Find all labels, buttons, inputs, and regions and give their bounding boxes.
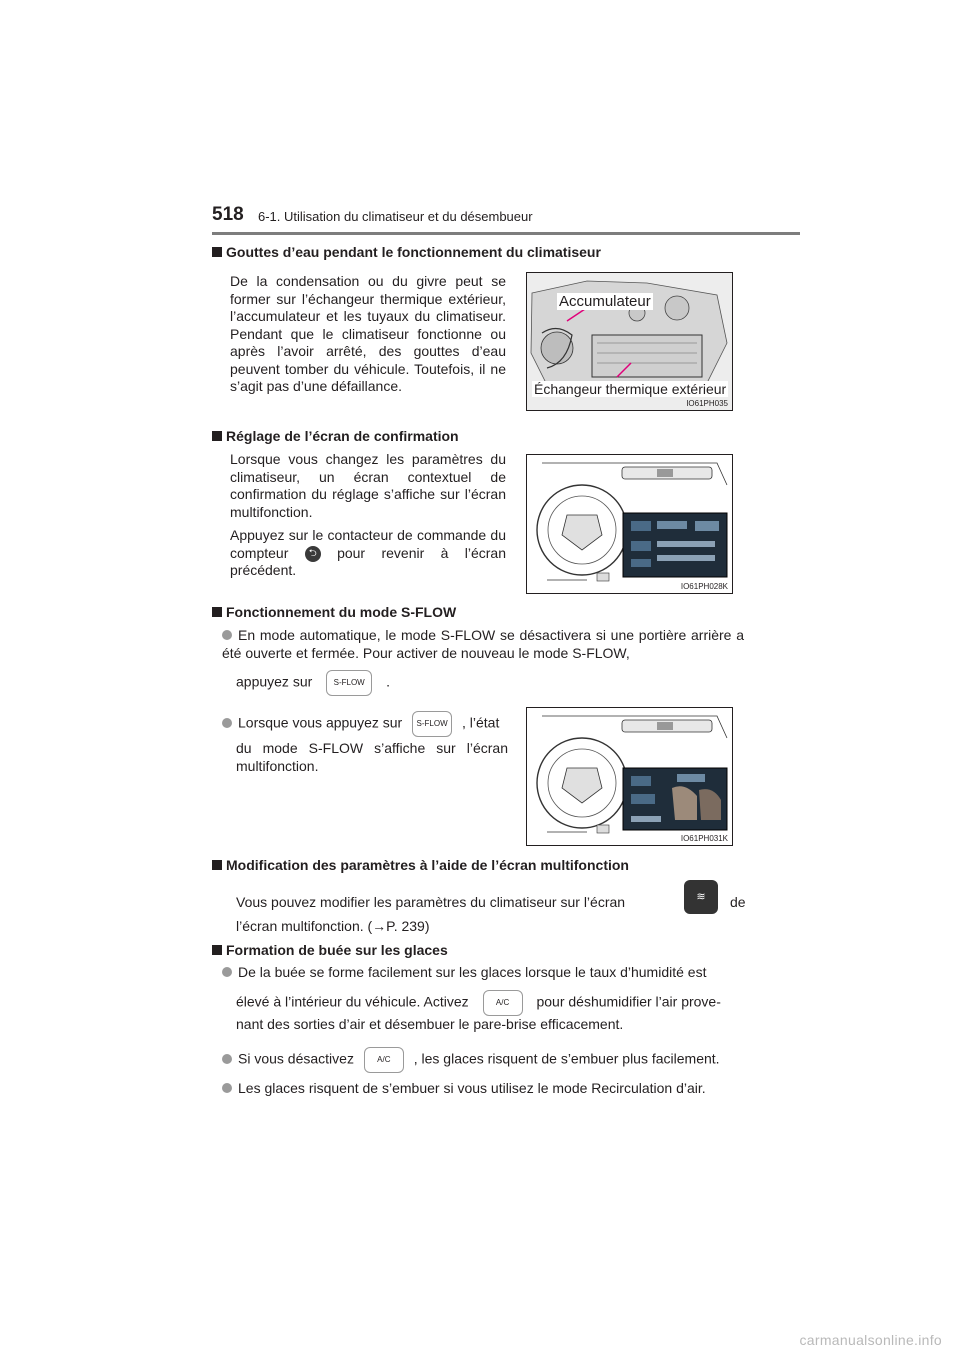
figure-code: IO61PH035	[686, 399, 728, 408]
multifunction-text-ref: l’écran multifonction. (→P. 239)	[236, 918, 430, 934]
water-drops-text: De la condensation ou du givre peut se former sur l’échangeur thermique extérieur, l’accumulateur et les tuyaux du climatiseur. Pendant que le climatiseur fonctionne ou après l’avoir arrêté, des gouttes d’eau peuvent tomber du véhicule. Toutefois, il ne s’agit pas d’une défaillance.	[230, 273, 506, 394]
exchanger-label: Échangeur thermique extérieur	[534, 381, 727, 397]
confirmation-text-2: Appuyez sur le contacteur de commande du compteur ⮌ pour revenir à l’écran précédent.	[230, 527, 506, 578]
sflow-bullet-1-end: appuyez sur S-FLOW .	[236, 670, 390, 696]
section-heading-multifunction: Modification des paramètres à l’aide de l’écran multifonction	[212, 857, 629, 873]
figure-code: IO61PH028K	[680, 582, 728, 591]
sflow-button-icon: S-FLOW	[412, 711, 452, 737]
fogging-bullet-1-line2: élevé à l’intérieur du véhicule. Activez A/C pour déshumidifier l’air prove-	[236, 990, 721, 1016]
ac-button-icon: A/C	[483, 990, 523, 1016]
fogging-bullet-2: Si vous désactivez A/C , les glaces risquent de s’embuer plus facilement.	[222, 1047, 720, 1073]
accumulator-label: Accumulateur	[559, 293, 651, 310]
bullet-icon	[222, 718, 232, 728]
square-bullet-icon	[212, 607, 222, 617]
multifunction-text-de: de	[730, 894, 746, 910]
header-rule	[212, 232, 800, 235]
confirmation-text-1: Lorsque vous changez les paramètres du climatiseur, un écran contextuel de confirmation du réglage s’affiche sur l’écran multifonction.	[230, 451, 506, 520]
square-bullet-icon	[212, 860, 222, 870]
dashboard-illustration	[527, 455, 732, 593]
sflow-bullet-2-cont: du mode S-FLOW s’affiche sur l’écran multifonction.	[236, 740, 508, 774]
chapter-title: 6-1. Utilisation du climatiseur et du désembueur	[258, 209, 533, 224]
dashboard-figure-2	[526, 707, 733, 846]
bullet-icon	[222, 630, 232, 640]
section-heading-confirmation: Réglage de l’écran de confirmation	[212, 428, 459, 444]
return-icon: ⮌	[305, 546, 321, 562]
climate-screen-icon: ≋	[684, 880, 718, 914]
page-number: 518	[212, 204, 244, 225]
bullet-icon	[222, 967, 232, 977]
engine-figure	[526, 272, 733, 411]
square-bullet-icon	[212, 431, 222, 441]
section-heading-sflow: Fonctionnement du mode S-FLOW	[212, 604, 456, 620]
dashboard-figure-1	[526, 454, 733, 594]
square-bullet-icon	[212, 945, 222, 955]
fogging-bullet-1-line3: nant des sorties d’air et désembuer le pare-brise efficacement.	[236, 1016, 624, 1032]
section-heading-water-drops: Gouttes d’eau pendant le fonctionnement du climatiseur	[212, 244, 601, 260]
section-heading-fogging: Formation de buée sur les glaces	[212, 942, 448, 958]
dashboard-illustration	[527, 708, 732, 845]
ac-button-icon: A/C	[364, 1047, 404, 1073]
sflow-button-icon: S-FLOW	[326, 670, 372, 696]
sflow-bullet-2: Lorsque vous appuyez sur S-FLOW , l’état	[222, 711, 499, 737]
fogging-bullet-3: Les glaces risquent de s’embuer si vous utilisez le mode Recirculation d’air.	[222, 1080, 706, 1098]
watermark: carmanualsonline.info	[799, 1332, 942, 1348]
sflow-bullet-1: En mode automatique, le mode S-FLOW se désactivera si une portière arrière a été ouverte et fermée. Pour activer de nouveau le mode S-FLOW,	[222, 627, 744, 661]
bullet-icon	[222, 1083, 232, 1093]
fogging-bullet-1: De la buée se forme facilement sur les glaces lorsque le taux d’humidité est	[222, 964, 706, 982]
bullet-icon	[222, 1054, 232, 1064]
figure-code: IO61PH031K	[680, 834, 728, 843]
multifunction-text: Vous pouvez modifier les paramètres du climatiseur sur l’écran ≋	[236, 894, 625, 912]
square-bullet-icon	[212, 247, 222, 257]
